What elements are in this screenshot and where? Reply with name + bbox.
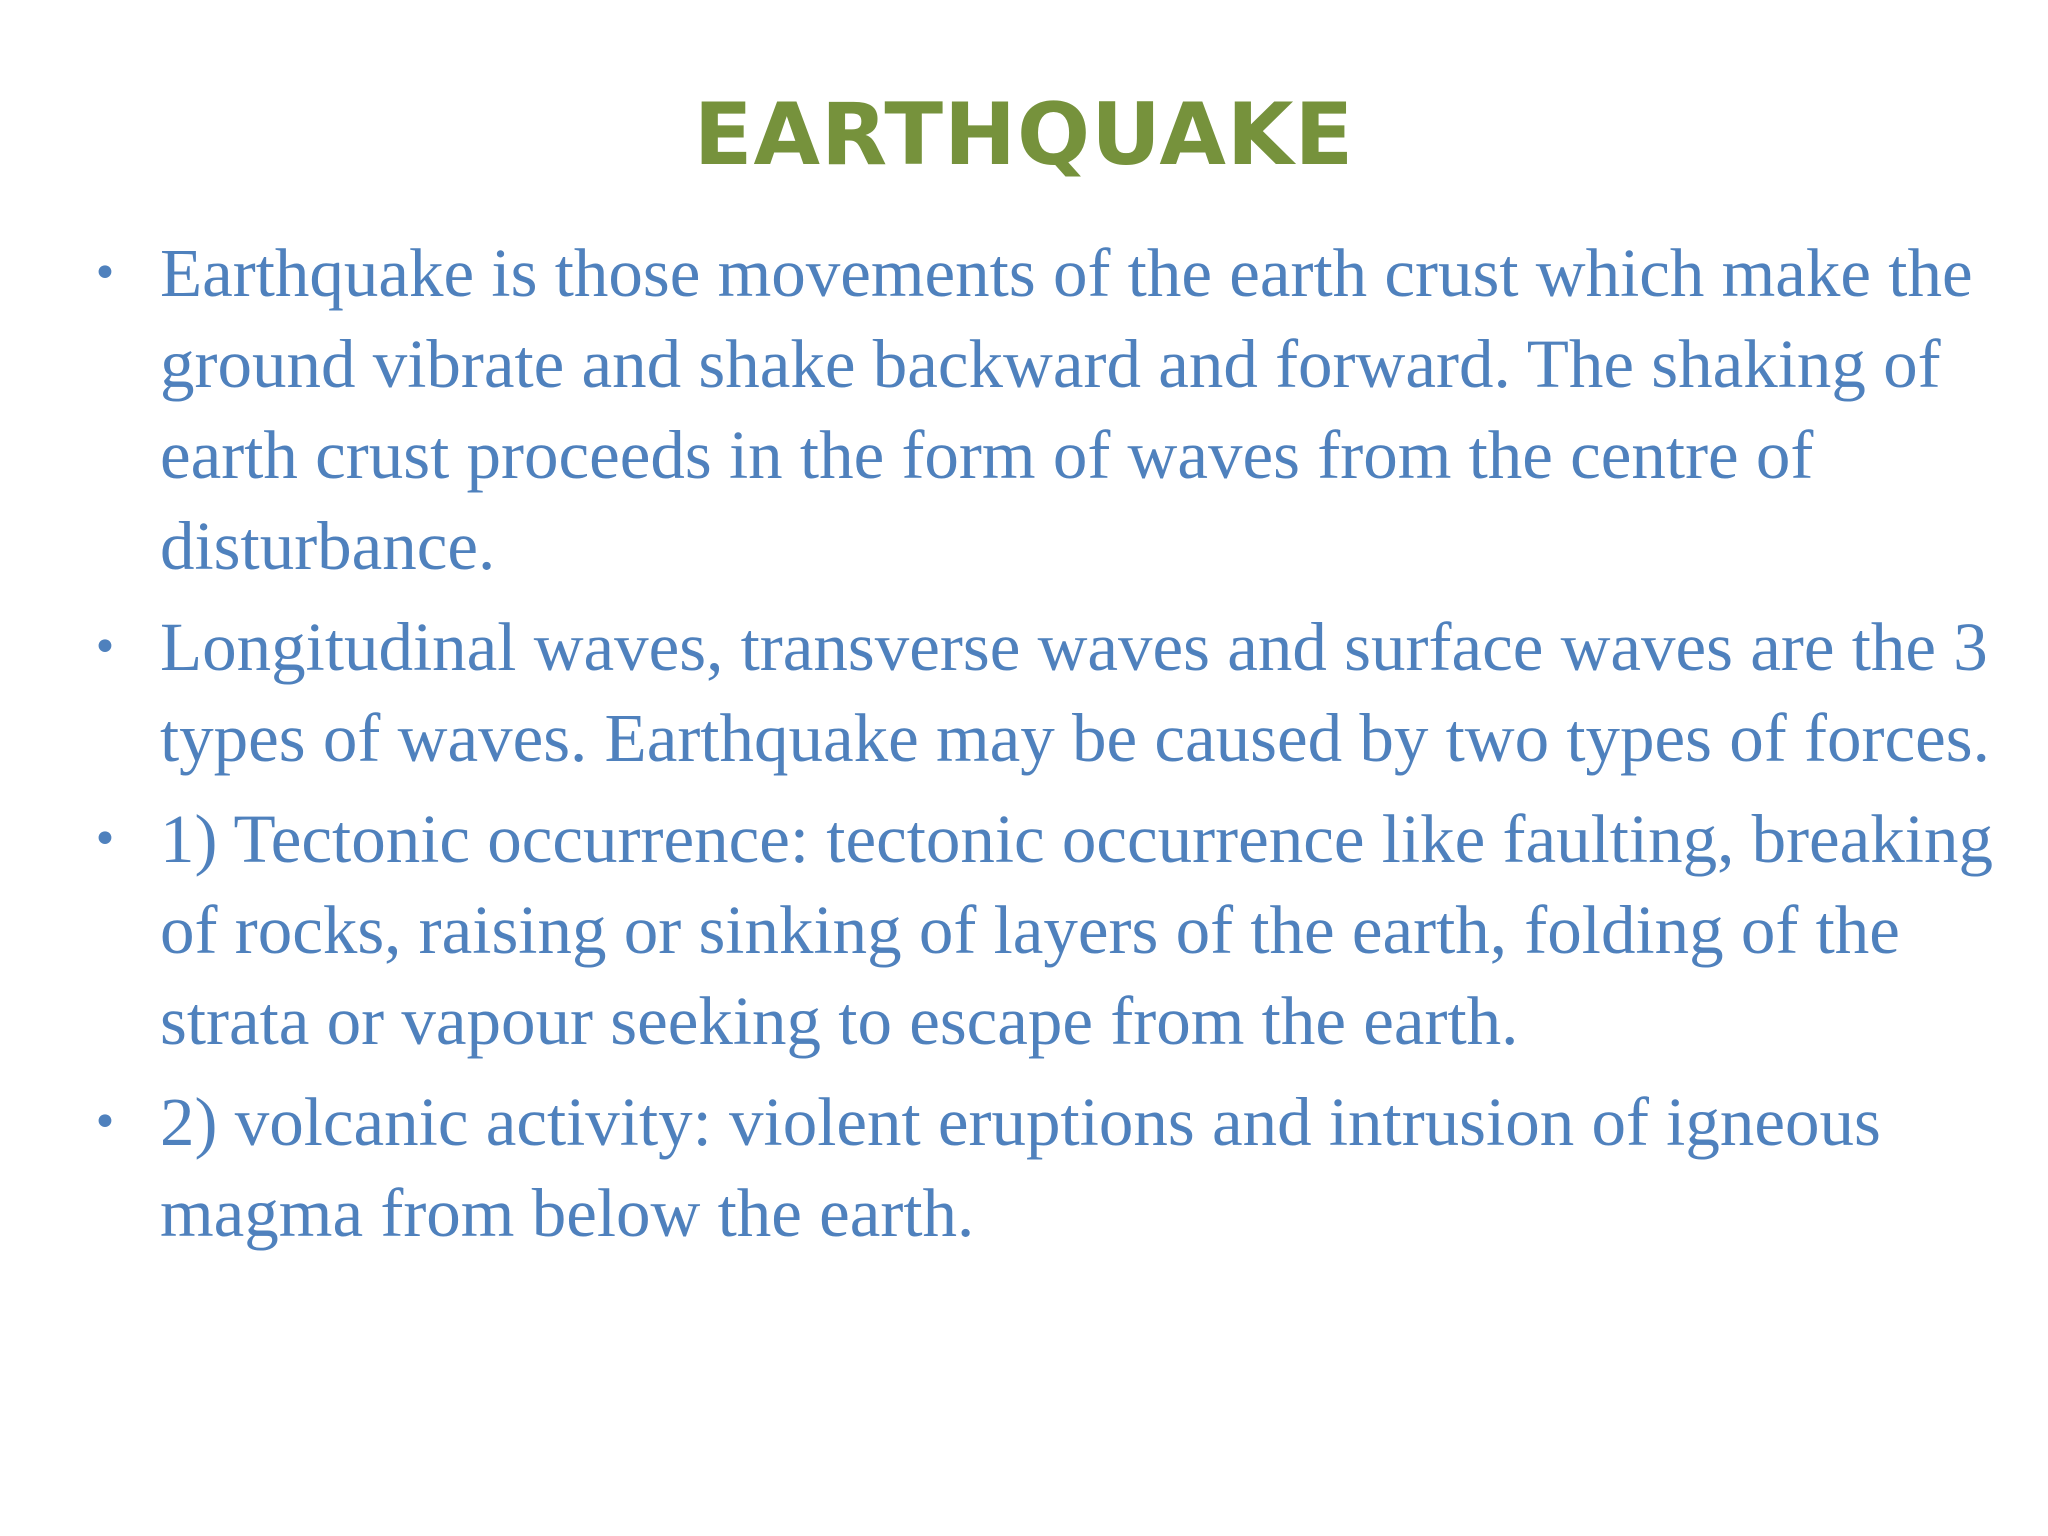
bullet-dot-icon: • <box>92 622 118 673</box>
bullet-list <box>88 228 2018 1269</box>
bullet-item <box>88 794 2018 1067</box>
bullet-text: 2) volcanic activity: violent eruptions and intrusion of igneous magma from below the earth. <box>160 1084 1881 1251</box>
bullet-text: Longitudinal waves, transverse waves and surface waves are the 3 types of waves. Earthquake may be caused by two types of forces. <box>160 609 1990 776</box>
bullet-item <box>88 602 2018 784</box>
bullet-item <box>88 228 2018 592</box>
bullet-dot-icon: • <box>92 814 118 865</box>
slide-title: EARTHQUAKE <box>693 85 1355 185</box>
bullet-text: Earthquake is those movements of the earth crust which make the ground vibrate and shake backward and forward. The shaking of earth crust proceeds in the form of waves from the centre of disturbance. <box>160 235 1973 584</box>
bullet-text: 1) Tectonic occurrence: tectonic occurrence like faulting, breaking of rocks, raising or sinking of layers of the earth, folding of the strata or vapour seeking to escape from the earth. <box>160 801 1993 1059</box>
bullet-dot-icon: • <box>92 1097 118 1148</box>
bullet-item <box>88 1077 2018 1259</box>
bullet-dot-icon: • <box>92 248 118 299</box>
